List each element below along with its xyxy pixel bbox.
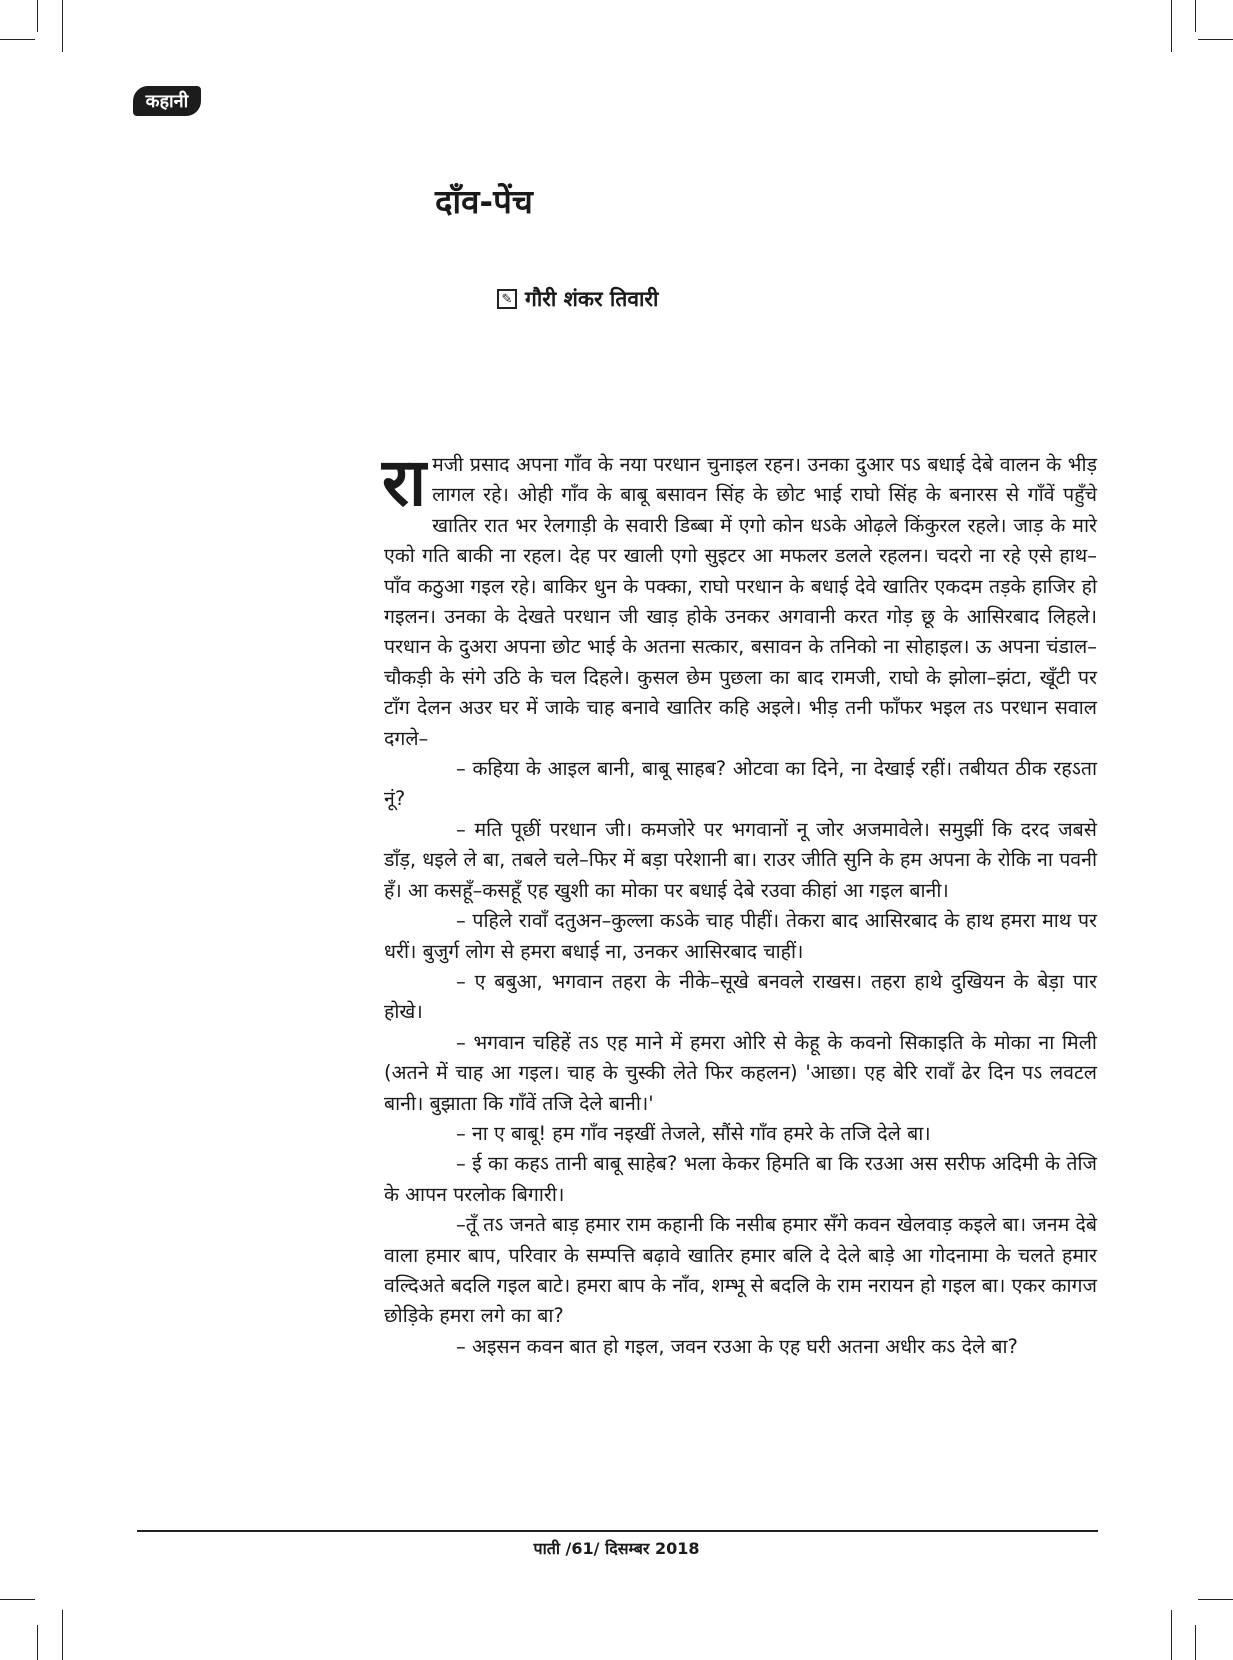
story-body bbox=[382, 444, 1097, 1362]
dialogue-line: – अइसन कवन बात हो गइल, जवन रउआ के एह घरी अतना अधीर कऽ देले बा? bbox=[456, 1334, 1018, 1358]
author-byline bbox=[497, 285, 658, 313]
crop-mark bbox=[1171, 1610, 1172, 1660]
crop-mark bbox=[1195, 1625, 1196, 1660]
footer-rule bbox=[137, 1530, 1098, 1532]
dialogue-line: – ई का कहऽ तानी बाबू साहेब? भला केकर हिमति बा कि रउआ अस सरीफ अदिमी के तेजि के आपन परलोक बिगारी। bbox=[384, 1152, 1097, 1206]
dialogue-line: – ए बबुआ, भगवान तहरा के नीके–सूखे बनवले राखस। तहरा हाथे दुखियन के बेड़ा पार होखे। bbox=[384, 969, 1097, 1024]
section-label: कहानी bbox=[133, 86, 201, 116]
crop-mark bbox=[62, 0, 63, 52]
dialogue-line: – कहिया के आइल बानी, बाबू साहब? ओटवा का दिने, ना देखाई रहीं। तबीयत ठीक रहऽता नूं? bbox=[384, 757, 1097, 811]
dialogue-line: – ना ए बाबू! हम गाँव नइखीं तेजले, सौंसे गाँव हमरे के तजि देले बा। bbox=[456, 1121, 931, 1145]
dialogue-line: – मति पूछीं परधान जी। कमजोरे पर भगवानों नू जोर अजमावेले। समुझीं कि दरद जबसे डाँड़, धइले ले बा, तबले चले–फिर में बड़ा परेशानी बा। राउर जीति सुनि के हम अपना के रोकि ना पवनी हँ। आ कसहूँ–कसहूँ एह खुशी का मोका पर बधाई देबे रउवा कीहां आ गइल बानी। bbox=[384, 817, 1097, 902]
crop-mark bbox=[62, 1610, 63, 1660]
story-title: दाँव-पेंच bbox=[435, 182, 533, 221]
crop-mark bbox=[1195, 0, 1196, 32]
dialogue-line: –तूँ तऽ जनते बाड़ हमार राम कहानी कि नसीब हमार सँगे कवन खेलवाड़ कइले बा। जनम देबे वाला हमार बाप, परिवार के सम्पत्ति बढ़ावे खातिर हमार बलि दे देले बाड़े आ गोदनामा के चलते हमार वल्दिअते बदलि गइल बाटे। हमरा बाप के नाँव, शम्भू से बदलि के राम नरायन हो गइल बा। एकर कागज छोड़िके हमरा लगे का बा? bbox=[384, 1213, 1097, 1328]
dialogue-line: – भगवान चहिहें तऽ एह माने में हमरा ओरि से केहू के कवनो सिकाइति के मोका ना मिली (अतने में चाह आ गइल। चाह के चुस्की लेते फिर कहलन) 'आछा। एह बेरि रावाँ ढेर दिन पऽ लवटल बानी। बुझाता कि गाँवें तजि देले बानी।' bbox=[384, 1030, 1097, 1115]
page-footer: पाती /61/ दिसम्बर 2018 bbox=[533, 1539, 700, 1558]
dialogue-line: – पहिले रावाँ दतुअन–कुल्ला कऽके चाह पीहीं। तेकरा बाद आसिरबाद के हाथ हमरा माथ पर धरीं। बुजुर्ग लोग से हमरा बधाई ना, उनकर आसिरबाद चाहीं। bbox=[384, 909, 1097, 963]
pen-icon: ✎ bbox=[497, 289, 517, 309]
crop-mark bbox=[1198, 39, 1233, 40]
opening-text: मजी प्रसाद अपना गाँव के नया परधान चुनाइल रहन। उनका दुआर पऽ बधाई देबे वालन के भीड़ लागल रहे। ओही गाँव के बाबू बसावन सिंह के छोट भाई राघो सिंह के बनारस से गाँवें पहुँचे खातिर रात भर रेलगाड़ी के सवारी डिब्बा में एगो कोन धऽके ओढ़ले किंकुरल रहले। जाड़ के मारे एको गति बाकी ना रहल। देह पर खाली एगो सुइटर आ मफलर डलले रहलन। चदरो ना रहे एसे हाथ–पाँव कठुआ गइल रहे। बाकिर धुन के पक्का, राघो परधान के बधाई देवे खातिर एकदम तड़के हाजिर हो गइलन। उनका के देखते परधान जी खाड़ होके उनकर अगवानी करत गोड़ छू के आसिरबाद लिहले। परधान के दुअरा अपना छोट भाई के अतना सत्कार, बसावन के तनिको ना सोहाइल। ऊ अपना चंडाल–चौकड़ी के संगे उठि के चल दिहले। कुसल छेम पुछला का बाद रामजी, राघो के झोला–झंटा, खूँटी पर टाँग देलन अउर घर में जाके चाह बनावे खातिर कहि अइले। भीड़ तनी फाँफर भइल तऽ परधान सवाल दगले– bbox=[384, 453, 1097, 750]
story-paragraph-opening bbox=[382, 444, 1097, 754]
crop-mark bbox=[0, 39, 35, 40]
crop-mark bbox=[1171, 0, 1172, 52]
crop-mark bbox=[0, 1599, 35, 1600]
crop-mark bbox=[1198, 1599, 1233, 1600]
drop-cap: रा bbox=[382, 444, 427, 521]
crop-mark bbox=[37, 1625, 38, 1660]
author-name: गौरी शंकर तिवारी bbox=[525, 287, 659, 311]
crop-mark bbox=[37, 0, 38, 32]
